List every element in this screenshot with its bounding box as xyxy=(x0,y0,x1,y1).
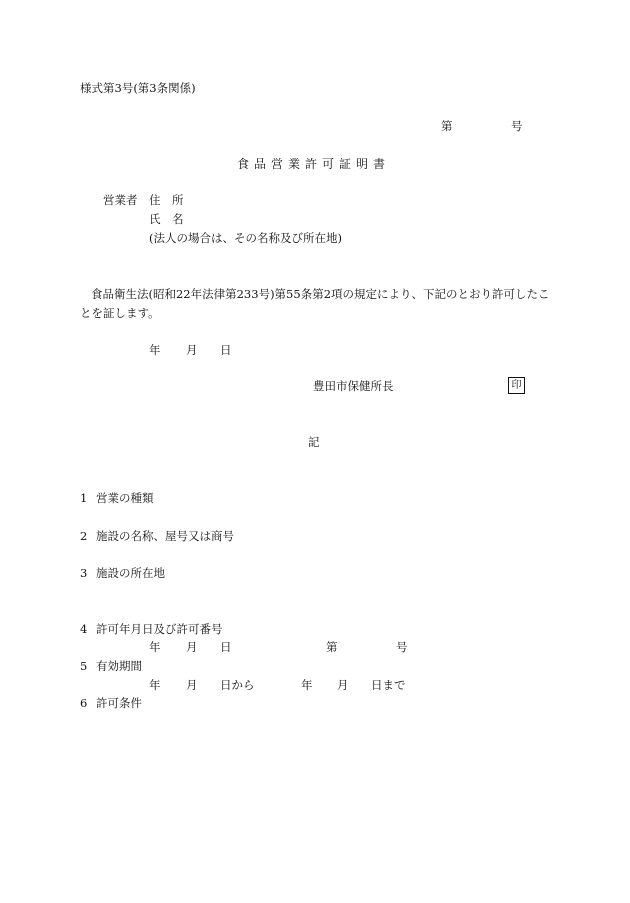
item-number: 6 xyxy=(80,696,88,710)
item-number: 2 xyxy=(80,529,88,543)
item-label: 許可条件 xyxy=(96,696,142,710)
issuer: 豊田市保健所長 xyxy=(313,379,394,393)
item-number: 3 xyxy=(80,566,88,580)
applicant-label: 営業者 xyxy=(103,193,138,207)
validity-day-until: 日まで xyxy=(371,678,406,692)
item-label: 営業の種類 xyxy=(96,491,154,505)
permit-dai: 第 xyxy=(326,640,338,654)
validity-day-from: 日から xyxy=(220,678,255,692)
ki-heading: 記 xyxy=(308,435,320,449)
validity-year: 年 xyxy=(149,678,161,692)
item-number: 5 xyxy=(80,659,88,673)
permit-day: 日 xyxy=(220,640,232,654)
item-number: 4 xyxy=(80,622,88,636)
statement-line2: とを証します。 xyxy=(80,306,160,320)
number-dai: 第 xyxy=(441,119,453,133)
form-label: 様式第3号(第3条関係) xyxy=(80,81,196,95)
name-label: 氏 名 xyxy=(149,212,184,226)
item-label: 施設の所在地 xyxy=(96,566,165,580)
document-title: 食品営業許可証明書 xyxy=(237,157,391,171)
date-year: 年 xyxy=(149,343,161,357)
date-day: 日 xyxy=(220,343,232,357)
permit-month: 月 xyxy=(186,640,198,654)
item-label: 許可年月日及び許可番号 xyxy=(96,622,223,636)
address-label: 住 所 xyxy=(149,193,184,207)
statement-line1: 食品衛生法(昭和22年法律第233号)第55条第2項の規定により、下記のとおり許可したこ xyxy=(91,287,550,301)
permit-year: 年 xyxy=(149,640,161,654)
date-month: 月 xyxy=(186,343,198,357)
number-go: 号 xyxy=(511,119,523,133)
seal-mark: 印 xyxy=(508,377,525,394)
item-label: 施設の名称、屋号又は商号 xyxy=(96,529,234,543)
validity-month: 月 xyxy=(186,678,198,692)
item-label: 有効期間 xyxy=(96,659,142,673)
permit-go: 号 xyxy=(396,640,408,654)
item-number: 1 xyxy=(80,491,88,505)
validity-year-end: 年 xyxy=(301,678,313,692)
validity-month-end: 月 xyxy=(337,678,349,692)
corporate-note: (法人の場合は、その名称及び所在地) xyxy=(149,231,342,245)
